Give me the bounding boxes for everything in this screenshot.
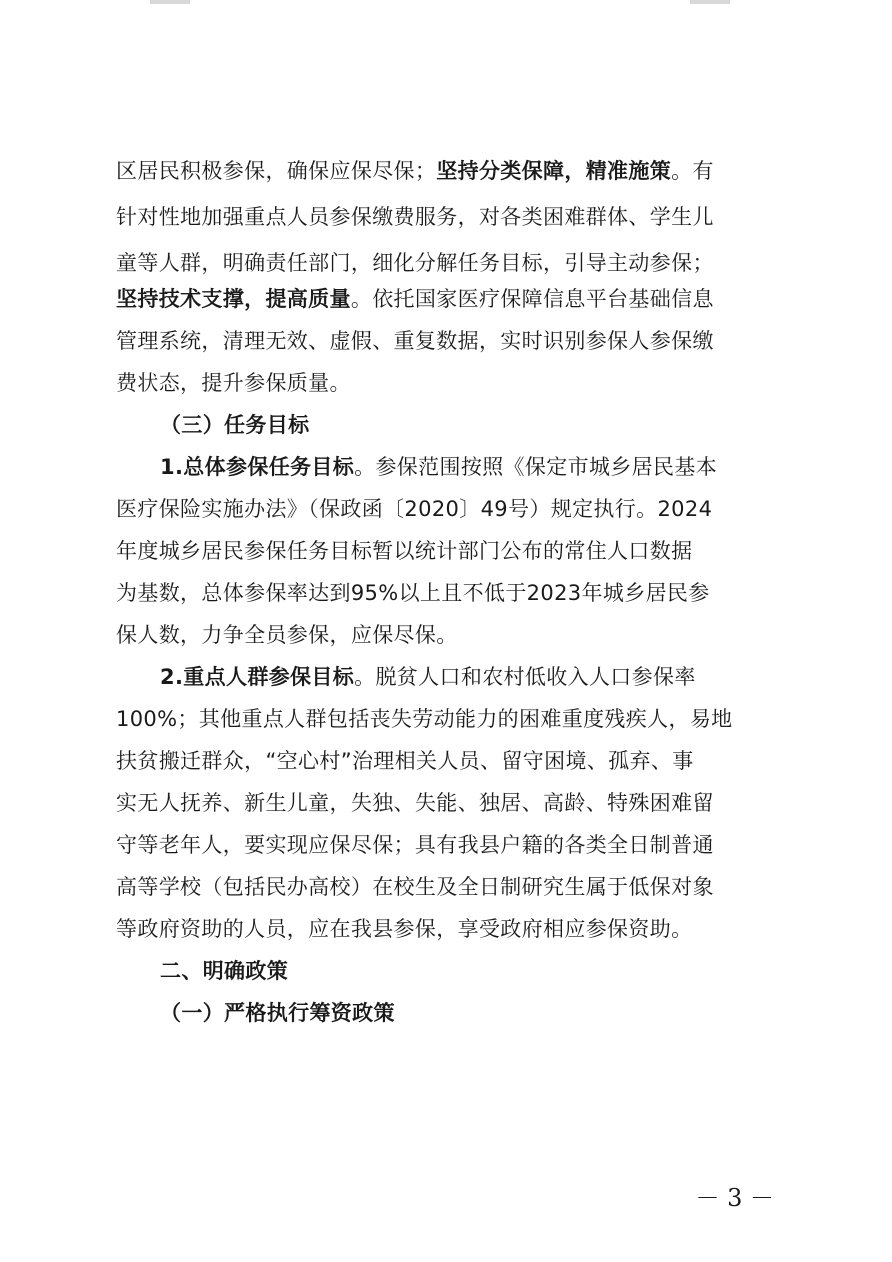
- body-text: 守等老年人，要实现应保尽保；具有我县户籍的各类全日制普通: [116, 833, 714, 857]
- body-line: [116, 368, 776, 398]
- body-text: 管理系统，清理无效、虚假、重复数据，实时识别参保人参保缴: [116, 329, 714, 353]
- body-text: 。依托国家医疗保障信息平台基础信息: [350, 287, 714, 311]
- body-text: 为基数，总体参保率达到95%以上且不低于2023年城乡居民参: [116, 581, 710, 605]
- subheading-funding-policy: [160, 998, 820, 1028]
- body-line: [116, 872, 776, 902]
- body-line: [116, 326, 776, 356]
- body-text: 。脱贫人口和农村低收入人口参保率: [354, 665, 696, 689]
- body-line: [116, 620, 776, 650]
- body-line: [116, 156, 776, 186]
- body-text: 医疗保险实施办法》（保政函〔2020〕49号）规定执行。2024: [116, 497, 713, 521]
- body-text: 区居民积极参保，确保应保尽保；: [116, 159, 437, 183]
- emphasis-text: 坚持技术支撑，提高质量: [116, 287, 351, 311]
- body-line: [160, 662, 820, 692]
- body-line: [116, 746, 776, 776]
- body-text: 等政府资助的人员，应在我县参保，享受政府相应参保资助。: [116, 917, 693, 941]
- body-line: [116, 914, 776, 944]
- heading-text: （一）严格执行筹资政策: [160, 1001, 395, 1025]
- heading-text: （三）任务目标: [160, 413, 310, 437]
- page-number: － 3 －: [695, 1184, 774, 1212]
- body-text: 费状态，提升参保质量。: [116, 371, 351, 395]
- body-line: [116, 830, 776, 860]
- body-line: [160, 452, 820, 482]
- body-line: [116, 202, 776, 232]
- subheading-task-goals: [160, 410, 820, 440]
- body-text: 童等人群，明确责任部门，细化分解任务目标，引导主动参保；: [116, 251, 714, 275]
- body-text: 100%；其他重点人群包括丧失劳动能力的困难重度残疾人，易地: [116, 707, 733, 731]
- section-heading-policy: [160, 956, 820, 986]
- emphasis-text: 2.重点人群参保目标: [160, 665, 355, 689]
- body-line: [116, 494, 776, 524]
- body-line: [116, 788, 776, 818]
- heading-text: 二、明确政策: [160, 959, 289, 983]
- body-text: 高等学校（包括民办高校）在校生及全日制研究生属于低保对象: [116, 875, 714, 899]
- body-text: 保人数，力争全员参保，应保尽保。: [116, 623, 458, 647]
- body-text: 扶贫搬迁群众，“空心村”治理相关人员、留守困境、孤弃、事: [116, 749, 694, 773]
- body-line: [116, 284, 776, 314]
- emphasis-text: 坚持分类保障，精准施策: [436, 159, 672, 183]
- body-text: 。参保范围按照《保定市城乡居民基本: [354, 455, 718, 479]
- body-text: 实无人抚养、新生儿童，失独、失能、独居、高龄、特殊困难留: [116, 791, 714, 815]
- emphasis-text: 1.总体参保任务目标: [160, 455, 355, 479]
- body-line: [116, 578, 776, 608]
- body-line: [116, 536, 776, 566]
- body-line: [116, 248, 776, 278]
- body-text: 。有: [671, 159, 714, 183]
- body-text: 年度城乡居民参保任务目标暂以统计部门公布的常住人口数据: [116, 539, 693, 563]
- scan-edge-mark: [150, 0, 190, 4]
- body-text: 针对性地加强重点人员参保缴费服务，对各类困难群体、学生儿: [116, 205, 714, 229]
- scan-edge-mark: [690, 0, 730, 4]
- body-line: [116, 704, 776, 734]
